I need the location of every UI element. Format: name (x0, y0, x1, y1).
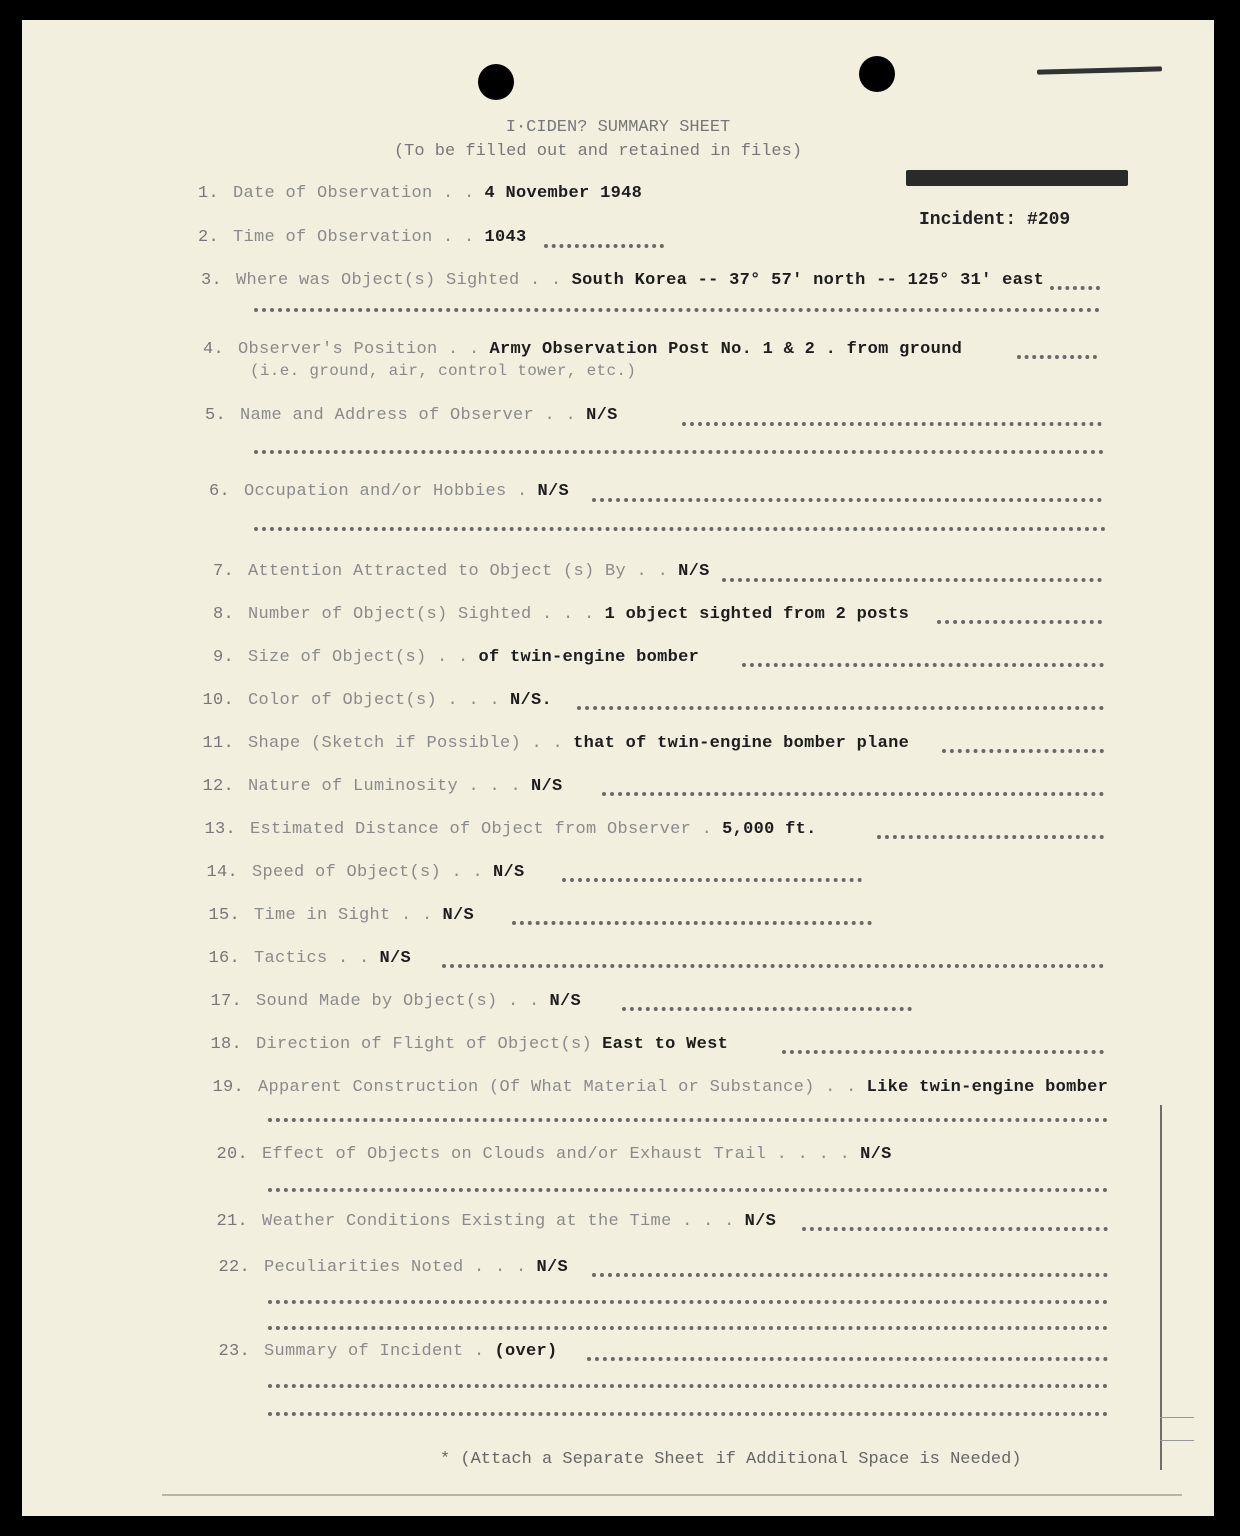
margin-rule (1160, 1105, 1162, 1470)
item-11: 11. Shape (Sketch if Possible) . . that of twin-engine bomber plane (202, 734, 910, 753)
document-page (22, 20, 1214, 1516)
item-23: 23. Summary of Incident . (over) (218, 1342, 558, 1361)
item-7: 7. Attention Attracted to Object (s) By . . N/S (212, 562, 710, 581)
margin-tick (1160, 1440, 1194, 1441)
scan-mark (1037, 66, 1162, 74)
item-1: 1. Date of Observation . . 4 November 1948 (197, 184, 643, 203)
item-22: 22. Peculiarities Noted . . . N/S (218, 1258, 569, 1277)
item-2: 2. Time of Observation . . 1043 (197, 228, 527, 247)
item-16: 16. Tactics . . N/S (208, 949, 412, 968)
footnote: * (Attach a Separate Sheet if Additional Space is Needed) (440, 1450, 1022, 1469)
item-18: 18. Direction of Flight of Object(s) East to West (210, 1035, 729, 1054)
item-13: 13. Estimated Distance of Object from Observer . 5,000 ft. (204, 820, 817, 839)
incident-number: Incident: #209 (919, 210, 1071, 230)
item-4: 4. Observer's Position . . Army Observation Post No. 1 & 2 . from ground (202, 340, 963, 359)
item-20: 20. Effect of Objects on Clouds and/or Exhaust Trail . . . . N/S (216, 1145, 892, 1164)
punch-hole-left (478, 64, 514, 100)
item-9: 9. Size of Object(s) . . of twin-engine bomber (212, 648, 700, 667)
sheet-title: I·CIDEN? SUMMARY SHEET (505, 118, 731, 137)
item-14: 14. Speed of Object(s) . . N/S (206, 863, 525, 882)
item-8: 8. Number of Object(s) Sighted . . . 1 object sighted from 2 posts (212, 605, 910, 624)
redaction-bar (906, 170, 1128, 186)
item-15: 15. Time in Sight . . N/S (208, 906, 475, 925)
item-4-hint: (i.e. ground, air, control tower, etc.) (250, 362, 637, 380)
item-5: 5. Name and Address of Observer . . N/S (204, 406, 618, 425)
punch-hole-right (859, 56, 895, 92)
page-edge-mark (162, 1494, 1182, 1496)
item-17: 17. Sound Made by Object(s) . . N/S (210, 992, 582, 1011)
item-19: 19. Apparent Construction (Of What Material or Substance) . . Like twin-engine bomber (212, 1078, 1109, 1097)
margin-tick (1160, 1417, 1194, 1418)
item-12: 12. Nature of Luminosity . . . N/S (202, 777, 563, 796)
item-6: 6. Occupation and/or Hobbies . N/S (208, 482, 570, 501)
item-3: 3. Where was Object(s) Sighted . . South Korea -- 37° 57' north -- 125° 31' east (200, 271, 1045, 290)
item-21: 21. Weather Conditions Existing at the Time . . . N/S (216, 1212, 777, 1231)
sheet-subtitle: (To be filled out and retained in files) (393, 142, 803, 161)
item-10: 10. Color of Object(s) . . . N/S. (202, 691, 553, 710)
